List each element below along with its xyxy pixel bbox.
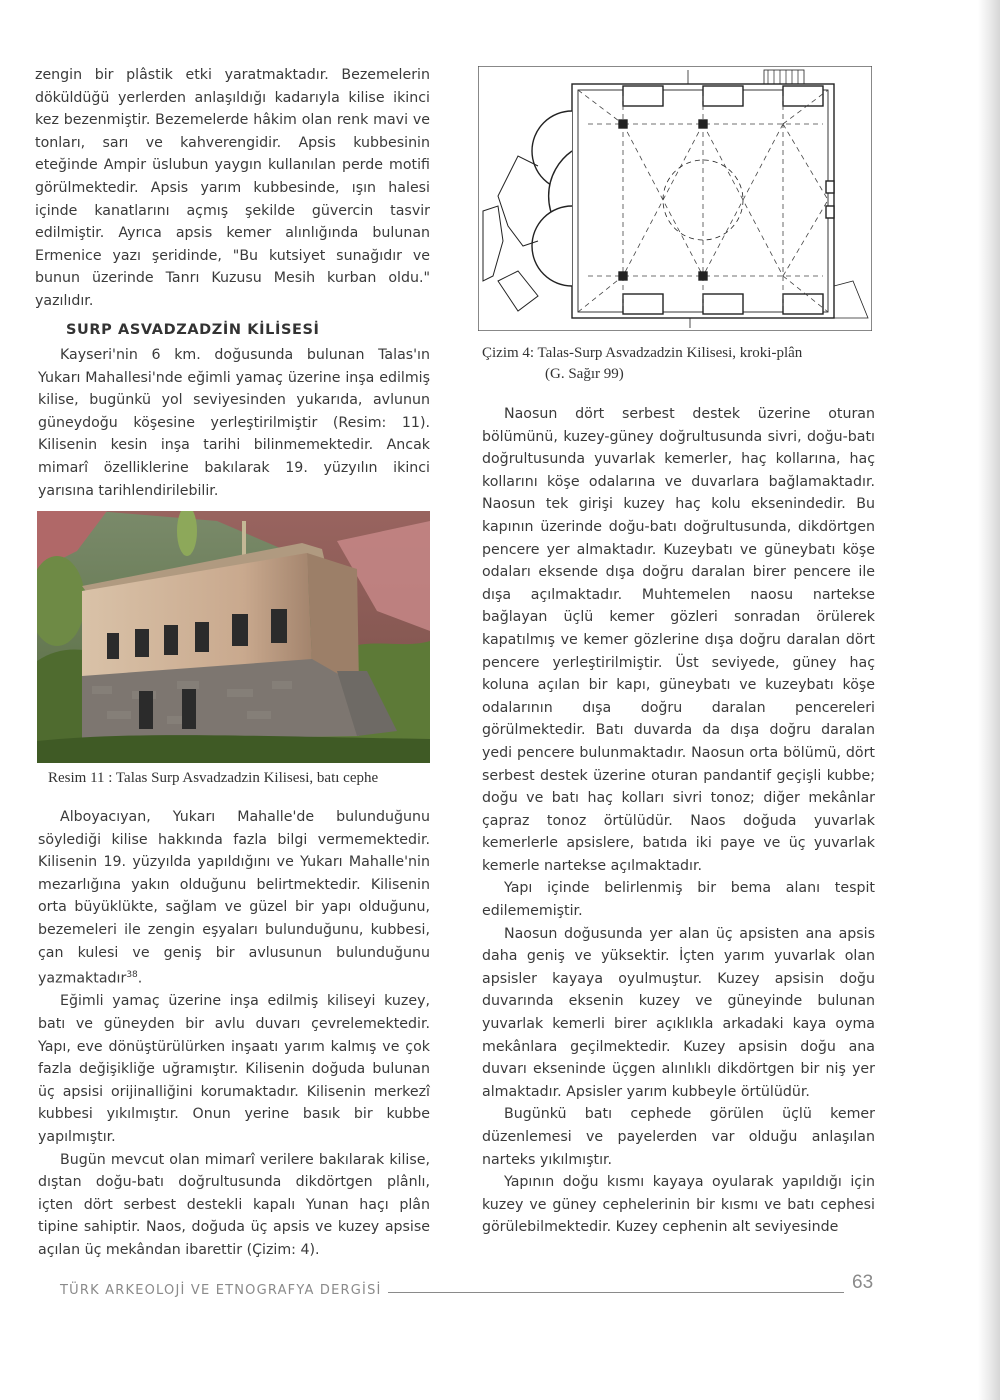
left-column-bottom-text xyxy=(38,806,430,1262)
paragraph: Kayseri'nin 6 km. doğusunda bulunan Talas'ın Yukarı Mahallesi'nde eğimli yamaç üzerine inşa edilmiş kilise, bugünkü yol seviyesinden yukarıda, avlunun güneydoğu köşesine yerleştirilmiştir (Resim: 11). Kilisenin kesin inşa tarihi bilinmemektedir. Ancak mimarî özelliklerine bakılarak 19. yüzyılın ikinci yarısına tarihlendirilebilir. xyxy=(38,347,430,499)
plan-caption-line1: Çizim 4: Talas-Surp Asvadzadzin Kilisesi, kroki-plân xyxy=(482,345,803,361)
paragraph: Bugün mevcut olan mimarî verilere bakılarak kilise, dıştan doğu-batı doğrultusunda dikdörtgen plânlı, içten dört serbest destekli kapalı Yunan haçı plân tipine sahiptir. Naos, doğuda üç apsis ve kuzey apsise açılan üç mekândan ibarettir (Çizim: 4). xyxy=(38,1151,430,1259)
paragraph: zengin bir plâstik etki yaratmaktadır. Bezemelerin döküldüğü yerlerden anlaşıldığı kadarıyla kilise ikinci kez bezenmiştir. Bezemelerde hâkim olan renk mavi ve tonları, sarı ve kahverengidir. Apsis kubbesinin eteğinde Ampir üslubun yaygın kullanılan perde motifi görülmektedir. Apsis yarım kubbesinde, ışın halesi içinde kanatlarını açmış şekilde güvercin tasvir edilmiştir. Ayrıca apsis kemer alınlığında bulunan Ermenice yazı şeridinde, "Bu kutsiyet sunağıdır ve bunun üzerinde Tanrı Kuzusu Mesih kurban oldu." yazılıdır. xyxy=(35,67,430,309)
page-number: 63 xyxy=(852,1272,874,1293)
footer-rule xyxy=(388,1292,844,1293)
paragraph: Eğimli yamaç üzerine inşa edilmiş kiliseyi kuzey, batı ve güneyden bir avlu duvarı çevrelemektedir. Yapı, eve dönüştürülürken inşaatı yarım kalmış ve çok fazla değişikliğe uğramıştır. Kilisenin doğuda bulunan üç apsisi orijinalliğini korumaktadır. Kilisenin merkezî kubbesi yıkılmıştır. Onun yerine basık bir kubbe yapılmıştır. xyxy=(38,993,430,1146)
paragraph: Naosun dört serbest destek üzerine oturan bölümünü, kuzey-güney doğrultusunda sivri, doğu-batı doğrultusunda yuvarlak kemerler, haç kollarına, haç kollarını köşe odalarına ve duvarlara bağlamaktadır. Naosun tek girişi kuzey haç kolu eksenindedir. Bu kapının üzerinde doğu-batı doğrultusunda, dikdörtgen pencere yer almaktadır. Kuzeybatı ve güneybatı köşe odaları eksende dışa doğru daralan birer pencere ile dışa açılmaktadır. Muhtemelen naosu nartekse bağlayan üçlü kemer gözleri sonradan örülerek kapatılmış ve kemer gözlerine dışa doğru daralan dört pencere yerleştirilmiştir. Üst seviyede, güney haç koluna açılan bir kapı, güneybatı ve kuzeybatı köşe odalarının dışa doğru daralan pencereleri görülmektedir. Batı duvarda da dışa doğru daralan yedi pencere bulunmaktadır. Naosun orta bölümü, dört serbest destek üzerine oturan pandantif geçişli kubbe; doğu ve batı haç kolları sivri tonoz; diğer mekânlar çapraz tonoz örtülüdür. Naos doğuda yuvarlak kemerlerle apsislere, batıda iki paye ve üç yuvarlak kemerle nartekse açılmaktadır. xyxy=(482,406,875,874)
paragraph-text: Alboyacıyan, Yukarı Mahalle'de bulunduğunu söylediği kilise hakkında fazla bilgi vermemektedir. Kilisenin 19. yüzyılda yapıldığını ve Yukarı Mahalle'nin mezarlığına yakın olduğunu belirtmektedir. Kilisenin orta büyüklükte, sağlam ve güzel bir yapı olduğunu, bezemeleri ile zengin eşyaları bulunduğunu, kubbesi, çan kulesi ve geniş bir avlusunun bulunduğunu yazmaktadır xyxy=(38,809,430,987)
section-heading: SURP ASVADZADZİN KİLİSESİ xyxy=(66,322,320,338)
paragraph: Yapının doğu kısmı kayaya oyularak yapıldığı için kuzey ve güney cephelerinin bir kısmı ve batı cephesi görülebilmektedir. Kuzey cephenin alt seviyesinde xyxy=(482,1174,875,1236)
church-photo-image xyxy=(37,511,430,763)
intro-paragraph-block xyxy=(38,344,430,502)
paragraph: Bugünkü batı cephede görülen üçlü kemer düzenlemesi ve payelerden var olduğu anlaşılan narteks yıkılmıştır. xyxy=(482,1106,875,1168)
page-edge-shadow xyxy=(978,0,1000,1400)
journal-title: TÜRK ARKEOLOJİ VE ETNOGRAFYA DERGİSİ xyxy=(60,1283,382,1298)
left-column-top-text xyxy=(35,64,430,313)
floor-plan-drawing xyxy=(478,66,872,331)
plan-caption-line2: (G. Sağır 99) xyxy=(545,366,624,382)
church-photo xyxy=(37,511,430,763)
photo-caption: Resim 11 : Talas Surp Asvadzadzin Kilisesi, batı cephe xyxy=(48,770,379,786)
paragraph: Naosun doğusunda yer alan üç apsisten ana apsis daha geniş ve yüksektir. İçten yarım yuvarlak olan apsisler kayaya oyulmuştur. Kuzey apsisin doğu duvarında eksenin kuzey ve güneyinde bulunan yuvarlak kemerli birer açıklıkla arkadaki kaya oyma mekânlara geçilmektedir. Kuzey apsisin doğu ana duvarı ekseninde üçgen alınlıklı dikdörtgen bir niş yer almaktadır. Apsisler yarım kubbeyle örtülüdür. xyxy=(482,925,875,1100)
floor-plan-image xyxy=(478,66,872,331)
paragraph: Yapı içinde belirlenmiş bir bema alanı tespit edilememiştir. xyxy=(482,880,875,920)
right-column-text xyxy=(482,403,875,1239)
paragraph: Alboyacıyan, Yukarı Mahalle'de bulunduğunu söylediği kilise hakkında fazla bilgi vermemektedir. Kilisenin 19. yüzyılda yapıldığını ve Yukarı Mahalle'nin mezarlığına yakın olduğunu belirtmektedir. Kilisenin orta büyüklükte, sağlam ve güzel bir yapı olduğunu, bezemeleri ile zengin eşyaları bulunduğunu, kubbesi, çan kulesi ve geniş bir avlusunun bulunduğunu yazmaktadır$^{38}$. xyxy=(38,809,430,987)
footnote-ref: 38 xyxy=(126,970,138,981)
